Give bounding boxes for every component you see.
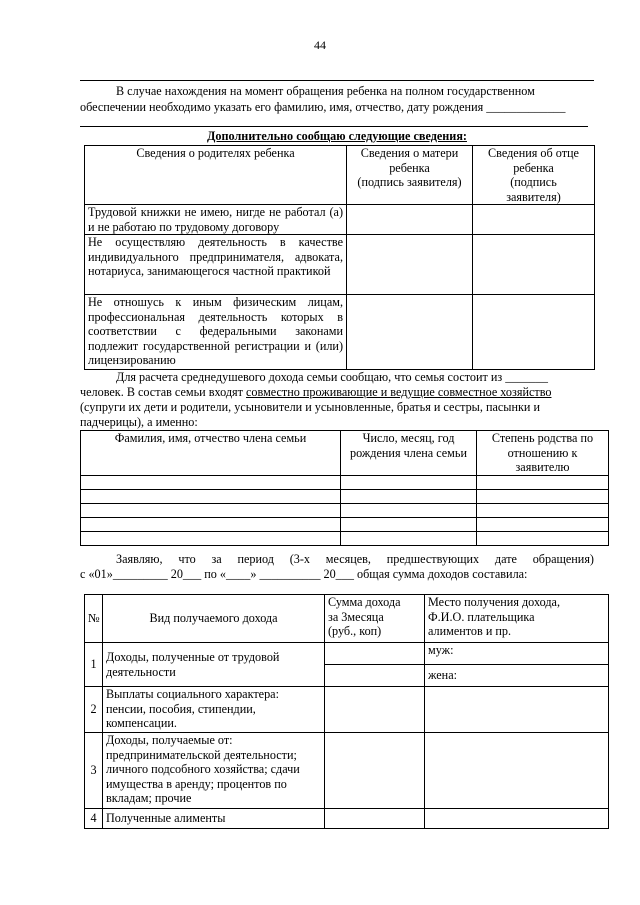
declaration-line-2: с «01»_________ 20___ по «____» __________ 20___ общая сумма доходов составила:: [80, 567, 528, 581]
income-amount-cell[interactable]: [325, 643, 425, 665]
family-name-cell[interactable]: [81, 475, 341, 489]
mother-signature-cell[interactable]: [347, 235, 473, 295]
place-header-line: Ф.И.О. плательщика: [428, 609, 535, 624]
table-row: [85, 809, 609, 829]
family-name-cell[interactable]: [81, 503, 341, 517]
parents-row-text: Не осуществляю деятельность в качестве индивидуального предпринимателя, адвоката, нотариуса, занимающегося частной практикой: [85, 235, 347, 295]
parents-header-info: Сведения о родителях ребенка: [85, 146, 347, 205]
amount-header-line: за 3месяца: [328, 609, 384, 624]
birth-header-line: Число, месяц, год: [362, 431, 455, 445]
table-row: [81, 517, 609, 531]
family-line-2-underlined: совместно проживающие и ведущие совместное хозяйство: [246, 385, 552, 399]
family-relation-cell[interactable]: [477, 489, 609, 503]
birth-header-line: рождения члена семьи: [350, 445, 467, 460]
family-header-birth: [341, 431, 477, 476]
income-row-type: Доходы, получаемые от: предпринимательской деятельности; личного подсобного хозяйства; сдачи имущества в аренду; процентов по вкладам; прочие: [103, 733, 325, 809]
father-signature-cell[interactable]: [473, 235, 595, 295]
relation-header-line: заявителю: [515, 460, 570, 474]
intro-line-1: В случае нахождения на момент обращения ребенка на полном государственном: [116, 84, 535, 98]
income-row-type: Полученные алименты: [103, 809, 325, 829]
father-header-line: Сведения об отце: [488, 146, 579, 160]
family-birth-cell[interactable]: [341, 503, 477, 517]
income-header-num: №: [85, 595, 103, 643]
father-signature-cell[interactable]: [473, 295, 595, 370]
table-row: [81, 531, 609, 545]
income-place-cell[interactable]: [425, 733, 609, 809]
relation-header-line: отношению к: [507, 445, 578, 460]
mother-header-line: Сведения о матери: [360, 146, 459, 160]
income-place-cell[interactable]: [425, 809, 609, 829]
family-line-2-text: человек. В состав семьи входят: [80, 385, 247, 399]
page-number: 44: [314, 38, 326, 52]
family-birth-cell[interactable]: [341, 531, 477, 545]
mother-header-line: (подпись заявителя): [357, 175, 462, 189]
father-header-line: (подпись: [510, 175, 557, 189]
mother-signature-cell[interactable]: [347, 205, 473, 235]
mother-header-line: ребенка: [389, 160, 430, 175]
family-line-3: (супруги их дети и родители, усыновители и усыновленные, братья и сестры, пасынки и: [80, 400, 541, 414]
parents-table: [84, 145, 595, 370]
family-header-relation: [477, 431, 609, 476]
family-birth-cell[interactable]: [341, 475, 477, 489]
family-birth-cell[interactable]: [341, 517, 477, 531]
income-row-num: 2: [85, 687, 103, 733]
family-birth-cell[interactable]: [341, 489, 477, 503]
family-relation-cell[interactable]: [477, 503, 609, 517]
income-amount-cell[interactable]: [325, 665, 425, 687]
family-relation-cell[interactable]: [477, 517, 609, 531]
table-row: [85, 643, 609, 665]
income-header-amount: [325, 595, 425, 643]
family-relation-cell[interactable]: [477, 475, 609, 489]
table-row: [85, 295, 595, 370]
income-row-num: 1: [85, 643, 103, 687]
blank-line-fill: [80, 126, 588, 127]
table-row: [85, 235, 595, 295]
income-amount-cell[interactable]: [325, 687, 425, 733]
family-header-name: Фамилия, имя, отчество члена семьи: [81, 431, 341, 476]
father-header-line: заявителя): [506, 189, 561, 204]
income-amount-cell[interactable]: [325, 733, 425, 809]
parents-row-text: Не отношусь к иным физическим лицам, профессиональная деятельность которых в соответствии с федеральными законами подлежит государственной регистрации и (или) лицензированию: [85, 295, 347, 370]
mother-signature-cell[interactable]: [347, 295, 473, 370]
amount-header-line: Сумма дохода: [328, 595, 401, 609]
family-name-cell[interactable]: [81, 517, 341, 531]
income-place-cell[interactable]: [425, 687, 609, 733]
additional-info-heading: Дополнительно сообщаю следующие сведения:: [207, 129, 467, 143]
income-row-num: 4: [85, 809, 103, 829]
table-row: [85, 733, 609, 809]
family-line-2: [80, 385, 594, 401]
family-relation-cell[interactable]: [477, 531, 609, 545]
parents-row-text: Трудовой книжки не имею, нигде не работал (а) и не работаю по трудовому договору: [85, 205, 347, 235]
parents-header-father: [473, 146, 595, 205]
place-header-line: алиментов и пр.: [428, 624, 512, 638]
income-header-place: [425, 595, 609, 643]
blank-line-top: [80, 80, 594, 81]
declaration-line-1: Заявляю, что за период (3-х месяцев, предшествующих дате обращения): [116, 552, 594, 566]
family-name-cell[interactable]: [81, 531, 341, 545]
income-header-type: Вид получаемого дохода: [103, 595, 325, 643]
income-row-type: Доходы, полученные от трудовой деятельности: [103, 643, 325, 687]
intro-line-2: обеспечении необходимо указать его фамилию, имя, отчество, дату рождения _____________: [80, 100, 566, 114]
income-place-wife[interactable]: жена:: [425, 665, 609, 687]
table-row: [81, 475, 609, 489]
income-row-num: 3: [85, 733, 103, 809]
table-row: [81, 489, 609, 503]
table-row: [81, 503, 609, 517]
amount-header-line: (руб., коп): [328, 624, 382, 638]
father-signature-cell[interactable]: [473, 205, 595, 235]
family-line-4: падчерицы), а именно:: [80, 415, 198, 429]
place-header-line: Место получения дохода,: [428, 595, 560, 609]
income-row-type: Выплаты социального характера: пенсии, пособия, стипендии, компенсации.: [103, 687, 325, 733]
family-line-1: Для расчета среднедушевого дохода семьи сообщаю, что семья состоит из _______: [116, 370, 548, 384]
father-header-line: ребенка: [513, 160, 554, 175]
table-row: [85, 205, 595, 235]
family-table: [80, 430, 609, 546]
table-row: [85, 687, 609, 733]
parents-header-mother: [347, 146, 473, 205]
income-table: [84, 594, 609, 829]
family-name-cell[interactable]: [81, 489, 341, 503]
relation-header-line: Степень родства по: [491, 431, 594, 445]
income-amount-cell[interactable]: [325, 809, 425, 829]
income-place-husband[interactable]: муж:: [425, 643, 609, 665]
